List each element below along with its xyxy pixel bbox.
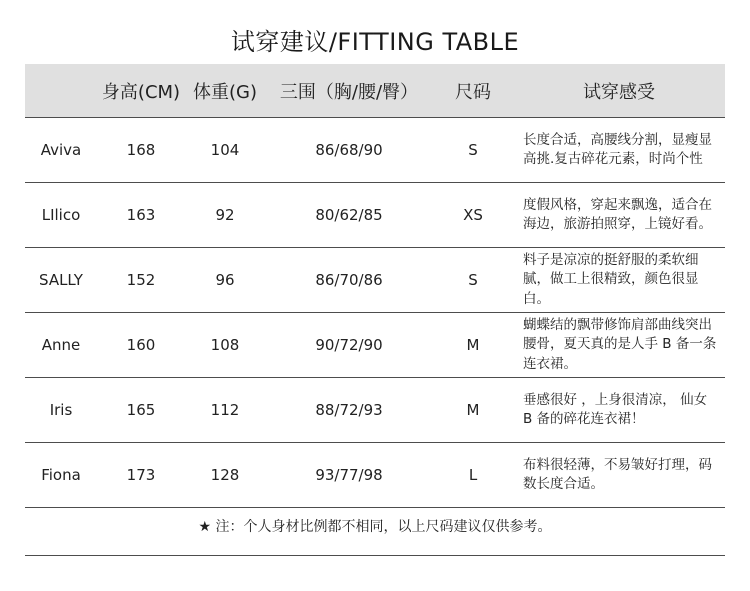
cell-feedback-wrap (513, 443, 725, 507)
cell-name: LIlico (41, 206, 81, 224)
cell-measurements: 90/72/90 (315, 336, 383, 354)
header-height: 身高(CM) (101, 81, 181, 103)
cell-feedback-wrap (513, 313, 725, 377)
header-weight: 体重(G) (193, 81, 257, 103)
cell-name: Iris (49, 401, 73, 419)
cell-feedback: 料子是凉凉的挺舒服的柔软细腻，做工上很精致，颜色很显白。 (523, 251, 699, 307)
header-measurements: 三围（胸/腰/臀） (279, 81, 419, 103)
cell-weight: 108 (210, 336, 240, 354)
cell-measurements: 86/68/90 (315, 141, 383, 159)
cell-height: 168 (126, 141, 156, 159)
cell-height: 152 (126, 271, 156, 289)
cell-measurements: 86/70/86 (315, 271, 383, 289)
cell-height: 165 (126, 401, 156, 419)
cell-height: 163 (126, 206, 156, 224)
header-feedback: 试穿感受 (583, 81, 655, 103)
header-size: 尺码 (455, 81, 491, 103)
table-row (25, 117, 725, 182)
cell-feedback: 长度合适，高腰线分割，显瘦显高挑.复古碎花元素，时尚个性 (523, 131, 712, 167)
cell-feedback-wrap (513, 183, 725, 247)
cell-height: 173 (126, 466, 156, 484)
cell-size: M (466, 336, 480, 354)
cell-name: Fiona (41, 466, 81, 484)
cell-size: M (466, 401, 480, 419)
cell-measurements: 80/62/85 (315, 206, 383, 224)
cell-height: 160 (126, 336, 156, 354)
cell-measurements: 93/77/98 (315, 466, 383, 484)
table-row (25, 442, 725, 507)
cell-name: SALLY (39, 271, 83, 289)
table-header (25, 64, 725, 117)
cell-weight: 96 (215, 271, 235, 289)
bottom-divider (25, 555, 725, 556)
cell-feedback-wrap (513, 118, 725, 182)
cell-weight: 112 (210, 401, 240, 419)
cell-weight: 92 (215, 206, 235, 224)
cell-size: L (468, 466, 478, 484)
cell-measurements: 88/72/93 (315, 401, 383, 419)
table-row (25, 312, 725, 377)
table-row (25, 182, 725, 247)
cell-weight: 104 (210, 141, 240, 159)
header-name (25, 64, 97, 117)
table-row (25, 247, 725, 312)
footnote: ★ 注：个人身材比例都不相同，以上尺码建议仅供参考。 (198, 519, 552, 535)
fitting-table (25, 64, 725, 508)
cell-feedback-wrap (513, 248, 725, 312)
cell-weight: 128 (210, 466, 240, 484)
cell-name: Aviva (40, 141, 82, 159)
page-title: 试穿建议/FITTING TABLE (230, 28, 520, 56)
cell-size: S (468, 271, 478, 289)
cell-size: S (468, 141, 478, 159)
cell-name: Anne (41, 336, 81, 354)
cell-feedback: 度假风格，穿起来飘逸，适合在海边，旅游拍照穿，上镜好看。 (523, 196, 712, 232)
cell-size: XS (463, 206, 483, 224)
cell-feedback: 布料很轻薄，不易皱好打理，码数长度合适。 (523, 456, 712, 492)
table-row (25, 377, 725, 442)
cell-feedback: 垂感很好 ，上身很清凉， 仙女 B 备的碎花连衣裙！ (523, 391, 708, 427)
cell-feedback-wrap (513, 378, 725, 442)
cell-feedback: 蝴蝶结的飘带修饰肩部曲线突出腰骨，夏天真的是人手 B 备一条连衣裙。 (523, 316, 717, 372)
